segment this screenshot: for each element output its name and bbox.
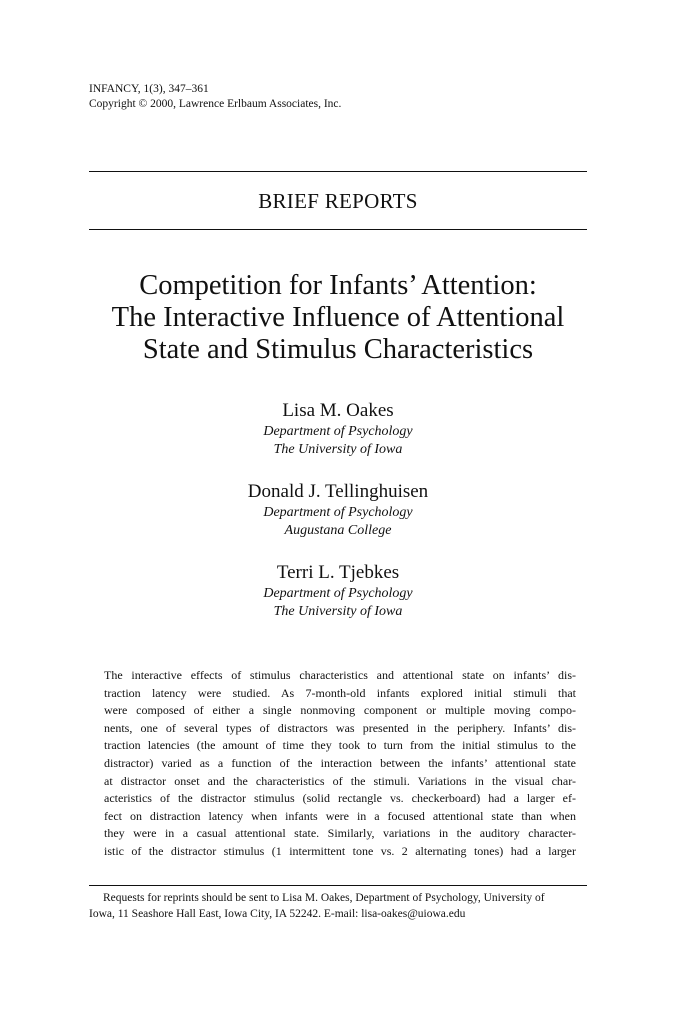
abstract-line: they were in a casual attentional state. Similarly, variations in the auditory character- (104, 826, 576, 841)
abstract-line: at distractor onset and the characteristics of the stimuli. Variations in the visual char- (104, 773, 576, 788)
abstract-line: were composed of either a single nonmoving component or multiple moving compo- (104, 703, 576, 718)
author-block (89, 399, 587, 459)
footnote-line: Iowa, 11 Seashore Hall East, Iowa City, IA 52242. E-mail: lisa-oakes@uiowa.edu (89, 908, 466, 920)
author-institution: The University of Iowa (273, 442, 403, 457)
author-department: Department of Psychology (263, 424, 413, 439)
journal-info (89, 82, 341, 112)
section-rule-top (89, 171, 587, 172)
abstract-line: fect on distraction latency when infants were in a focused attentional state than when (104, 808, 576, 823)
title-line: Competition for Infants’ Attention: (139, 270, 537, 301)
abstract-line: traction latency were studied. As 7-month-old infants explored initial stimuli that (104, 685, 576, 700)
footnote (89, 890, 589, 922)
author-block (89, 480, 587, 540)
author-block (89, 561, 587, 621)
abstract-line: nents, one of several types of distractors was presented in the periphery. Infants’ dis- (104, 720, 576, 735)
journal-citation: INFANCY, 1(3), 347–361 (89, 83, 209, 95)
abstract-line: acteristics of the distractor stimulus (solid rectangle vs. checkerboard) had a larger ef- (104, 791, 576, 806)
author-department: Department of Psychology (263, 505, 413, 520)
author-name: Donald J. Tellinghuisen (247, 481, 429, 502)
abstract-line: The interactive effects of stimulus characteristics and attentional state on infants’ dis- (104, 668, 576, 682)
abstract-line: distractor) varied as a function of the interaction between the infants’ attentional state (104, 755, 576, 770)
author-institution: The University of Iowa (273, 604, 403, 619)
author-name: Lisa M. Oakes (282, 400, 394, 421)
author-institution: Augustana College (284, 523, 392, 538)
title-line: State and Stimulus Characteristics (142, 334, 534, 365)
footnote-rule (89, 885, 587, 886)
abstract (104, 667, 576, 861)
footnote-line: Requests for reprints should be sent to Lisa M. Oakes, Department of Psychology, University of (103, 892, 545, 904)
title-line: The Interactive Influence of Attentional (111, 302, 565, 333)
article-title (60, 270, 616, 366)
section-label: BRIEF REPORTS (258, 189, 418, 213)
author-name: Terri L. Tjebkes (276, 562, 400, 583)
abstract-line: istic of the distractor stimulus (1 intermittent tone vs. 2 alternating tones) had a larger (104, 843, 576, 858)
section-rule-bottom (89, 229, 587, 230)
author-department: Department of Psychology (263, 586, 413, 601)
abstract-line: traction latencies (the amount of time they took to turn from the initial stimulus to the (104, 738, 576, 753)
copyright-notice: Copyright © 2000, Lawrence Erlbaum Associates, Inc. (89, 98, 342, 110)
